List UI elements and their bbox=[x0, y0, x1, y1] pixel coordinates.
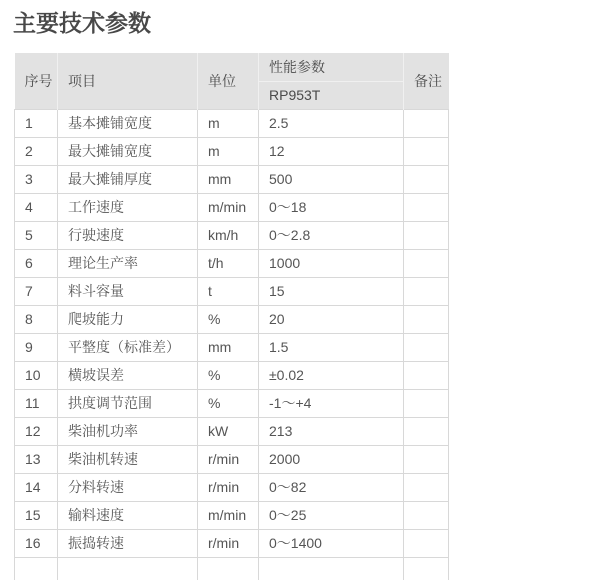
table-row bbox=[15, 277, 449, 305]
seq-cell: 12 bbox=[15, 417, 58, 445]
unit-cell: r/min bbox=[198, 529, 259, 557]
remark-cell bbox=[404, 109, 449, 137]
value-cell: 0～2.8 bbox=[259, 221, 404, 249]
value-cell: 213 bbox=[259, 417, 404, 445]
header-remark: 备注 bbox=[404, 53, 449, 109]
remark-cell bbox=[404, 445, 449, 473]
remark-cell bbox=[404, 529, 449, 557]
remark-cell bbox=[404, 221, 449, 249]
seq-cell: 16 bbox=[15, 529, 58, 557]
table-row bbox=[15, 501, 449, 529]
value-cell: 0～25 bbox=[259, 501, 404, 529]
item-cell: 料斗容量 bbox=[58, 277, 198, 305]
seq-cell: 9 bbox=[15, 333, 58, 361]
seq-cell: 10 bbox=[15, 361, 58, 389]
seq-cell: 8 bbox=[15, 305, 58, 333]
remark-cell bbox=[404, 305, 449, 333]
table-row bbox=[15, 249, 449, 277]
table-row bbox=[15, 109, 449, 137]
unit-cell: m/min bbox=[198, 193, 259, 221]
item-cell: 输料速度 bbox=[58, 501, 198, 529]
item-cell: 理论生产率 bbox=[58, 249, 198, 277]
seq-cell: 1 bbox=[15, 109, 58, 137]
value-cell bbox=[259, 557, 404, 580]
value-cell: ±0.02 bbox=[259, 361, 404, 389]
remark-cell bbox=[404, 249, 449, 277]
table-row bbox=[15, 473, 449, 501]
value-cell: 2.5 bbox=[259, 109, 404, 137]
table-row bbox=[15, 333, 449, 361]
remark-cell bbox=[404, 417, 449, 445]
unit-cell: r/min bbox=[198, 445, 259, 473]
value-cell: 0～18 bbox=[259, 193, 404, 221]
page-title: 主要技术参数 bbox=[13, 10, 151, 36]
unit-cell: m/min bbox=[198, 501, 259, 529]
value-cell: 20 bbox=[259, 305, 404, 333]
seq-cell: 5 bbox=[15, 221, 58, 249]
unit-cell: % bbox=[198, 305, 259, 333]
unit-cell: t bbox=[198, 277, 259, 305]
item-cell: 拱度调节范围 bbox=[58, 389, 198, 417]
unit-cell: kW bbox=[198, 417, 259, 445]
unit-cell: km/h bbox=[198, 221, 259, 249]
item-cell: 柴油机功率 bbox=[58, 417, 198, 445]
remark-cell bbox=[404, 473, 449, 501]
remark-cell bbox=[404, 389, 449, 417]
item-cell: 平整度（标准差） bbox=[58, 333, 198, 361]
remark-cell bbox=[404, 137, 449, 165]
value-cell: 15 bbox=[259, 277, 404, 305]
table-row bbox=[15, 165, 449, 193]
table-row bbox=[15, 305, 449, 333]
item-cell bbox=[58, 557, 198, 580]
unit-cell: mm bbox=[198, 333, 259, 361]
seq-cell: 13 bbox=[15, 445, 58, 473]
value-cell: 2000 bbox=[259, 445, 404, 473]
item-cell: 分料转速 bbox=[58, 473, 198, 501]
seq-cell: 4 bbox=[15, 193, 58, 221]
header-seq: 序号 bbox=[15, 53, 58, 109]
remark-cell bbox=[404, 277, 449, 305]
table-row bbox=[15, 389, 449, 417]
unit-cell: m bbox=[198, 137, 259, 165]
header-model: RP953T bbox=[259, 81, 404, 109]
header-performance-group: 性能参数 bbox=[259, 53, 404, 81]
value-cell: 0～1400 bbox=[259, 529, 404, 557]
table-row bbox=[15, 361, 449, 389]
unit-cell: % bbox=[198, 361, 259, 389]
unit-cell: t/h bbox=[198, 249, 259, 277]
item-cell: 振捣转速 bbox=[58, 529, 198, 557]
table-row bbox=[15, 529, 449, 557]
unit-cell: mm bbox=[198, 165, 259, 193]
spec-table bbox=[14, 53, 449, 580]
value-cell: 12 bbox=[259, 137, 404, 165]
remark-cell bbox=[404, 333, 449, 361]
item-cell: 爬坡能力 bbox=[58, 305, 198, 333]
table-row bbox=[15, 445, 449, 473]
header-unit: 单位 bbox=[198, 53, 259, 109]
item-cell: 最大摊铺宽度 bbox=[58, 137, 198, 165]
table-row bbox=[15, 557, 449, 580]
value-cell: -1～+4 bbox=[259, 389, 404, 417]
table-row bbox=[15, 417, 449, 445]
item-cell: 基本摊铺宽度 bbox=[58, 109, 198, 137]
unit-cell: % bbox=[198, 389, 259, 417]
item-cell: 工作速度 bbox=[58, 193, 198, 221]
remark-cell bbox=[404, 557, 449, 580]
seq-cell: 3 bbox=[15, 165, 58, 193]
item-cell: 行驶速度 bbox=[58, 221, 198, 249]
seq-cell bbox=[15, 557, 58, 580]
remark-cell bbox=[404, 501, 449, 529]
table-row bbox=[15, 137, 449, 165]
unit-cell: m bbox=[198, 109, 259, 137]
remark-cell bbox=[404, 165, 449, 193]
value-cell: 1.5 bbox=[259, 333, 404, 361]
table-row bbox=[15, 193, 449, 221]
table-row bbox=[15, 221, 449, 249]
unit-cell bbox=[198, 557, 259, 580]
header-item: 项目 bbox=[58, 53, 198, 109]
seq-cell: 11 bbox=[15, 389, 58, 417]
table-header bbox=[15, 53, 449, 109]
value-cell: 0～82 bbox=[259, 473, 404, 501]
seq-cell: 6 bbox=[15, 249, 58, 277]
seq-cell: 2 bbox=[15, 137, 58, 165]
seq-cell: 14 bbox=[15, 473, 58, 501]
header-row-top bbox=[15, 53, 449, 81]
value-cell: 1000 bbox=[259, 249, 404, 277]
seq-cell: 15 bbox=[15, 501, 58, 529]
item-cell: 横坡误差 bbox=[58, 361, 198, 389]
table-body bbox=[15, 109, 449, 580]
unit-cell: r/min bbox=[198, 473, 259, 501]
remark-cell bbox=[404, 361, 449, 389]
value-cell: 500 bbox=[259, 165, 404, 193]
item-cell: 最大摊铺厚度 bbox=[58, 165, 198, 193]
remark-cell bbox=[404, 193, 449, 221]
item-cell: 柴油机转速 bbox=[58, 445, 198, 473]
seq-cell: 7 bbox=[15, 277, 58, 305]
